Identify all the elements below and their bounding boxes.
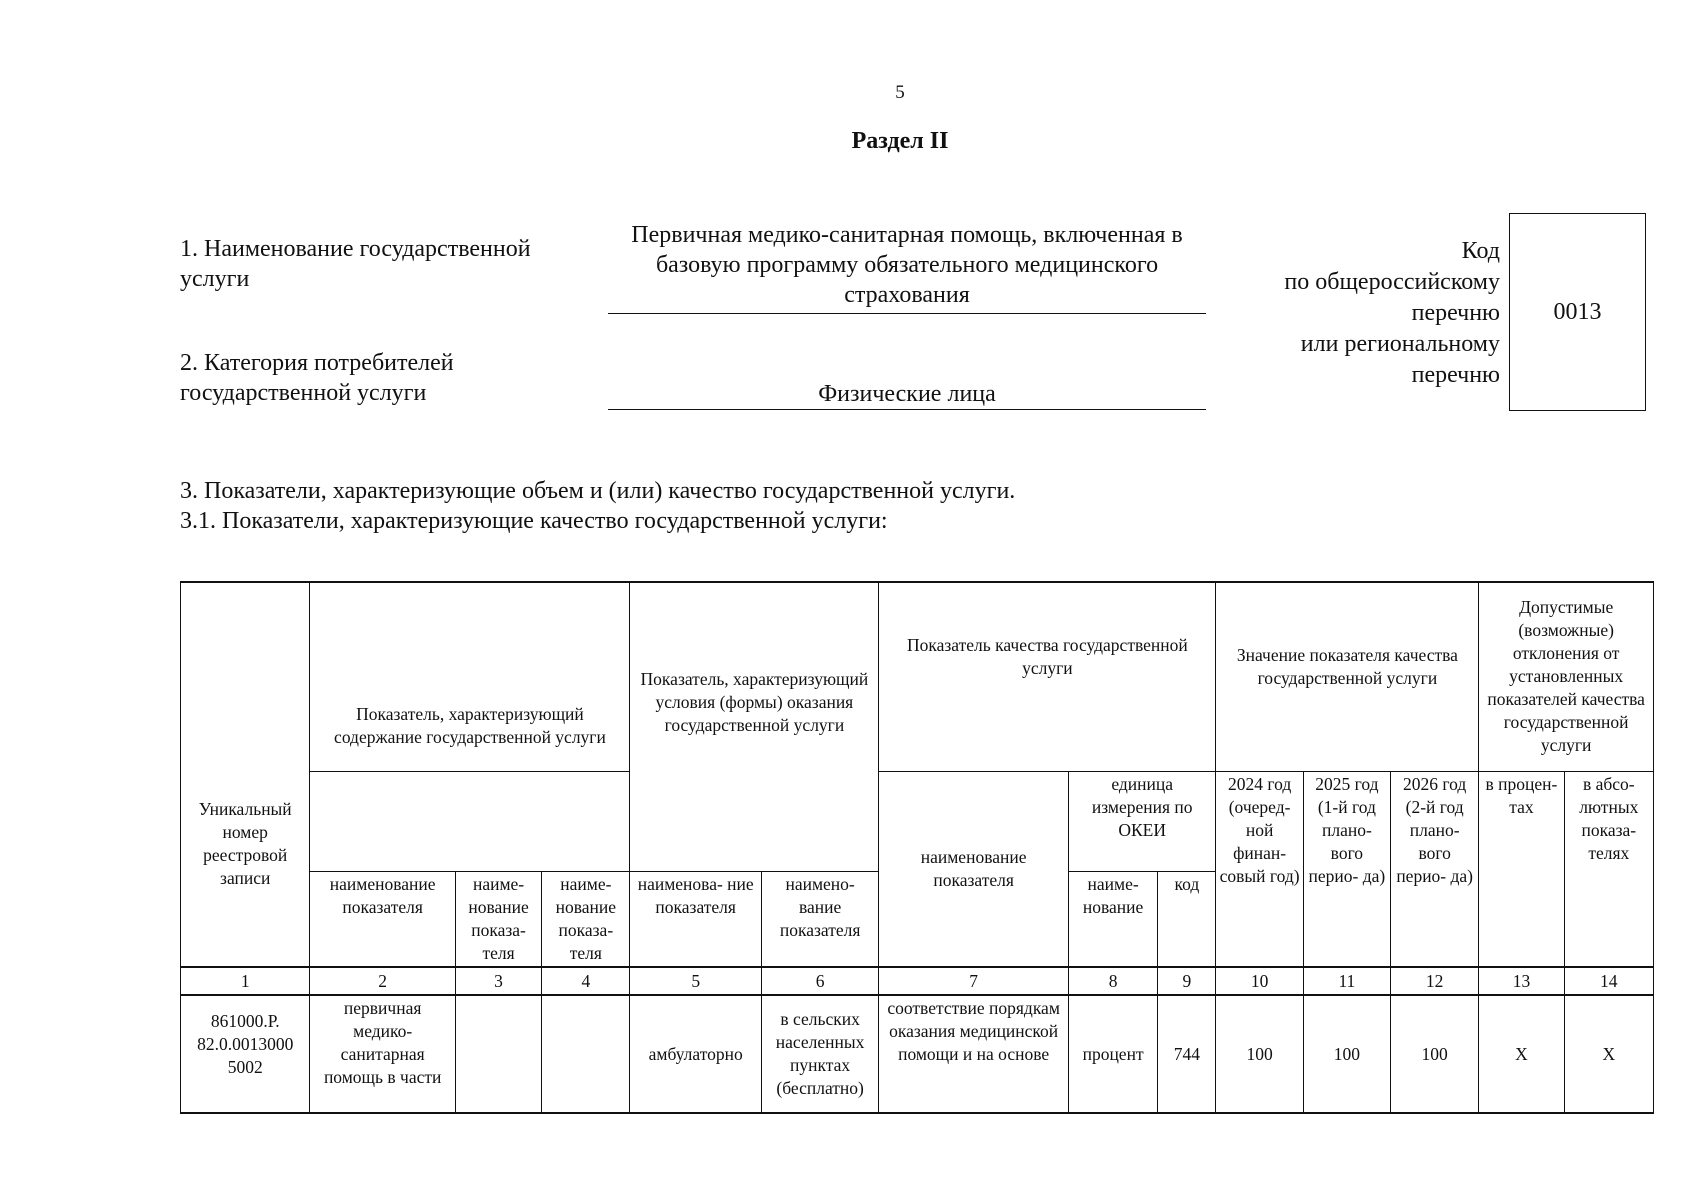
cell-value-2026: 100 xyxy=(1391,995,1479,1113)
quality-indicators-table xyxy=(180,581,1654,1114)
consumers-label: 2. Категория потребителей государственной услуги xyxy=(180,350,454,406)
consumers-underline xyxy=(608,409,1206,410)
header-in-percent: в процен- тах xyxy=(1479,771,1564,967)
header-indicator-name-6: наимено- вание показателя xyxy=(761,871,878,967)
header-indicator-name-7: наименование показателя xyxy=(879,771,1069,967)
cell-content-name: первичная медико- санитарная помощь в части xyxy=(310,995,455,1113)
cell-unit-name: процент xyxy=(1068,995,1157,1113)
code-label-line: или региональному xyxy=(1300,331,1500,357)
header-year-2026: 2026 год (2-й год плано- вого перио- да) xyxy=(1391,771,1479,967)
code-label xyxy=(1200,236,1500,391)
header-quality-indicator: Показатель качества государственной услуги xyxy=(879,582,1216,771)
paragraph-3: 3. Показатели, характеризующие объем и (или) качество государственной услуги. xyxy=(180,478,1016,504)
column-number: 1 xyxy=(181,967,310,995)
code-value: 0013 xyxy=(1553,298,1602,325)
code-label-line: Код xyxy=(1461,238,1500,264)
page-number: 5 xyxy=(895,82,905,103)
cell-registry-number: 861000.Р. 82.0.0013000 5002 xyxy=(181,995,310,1113)
column-number: 3 xyxy=(455,967,541,995)
cell-condition: в сельских населенных пунктах (бесплатно) xyxy=(761,995,878,1113)
header-unit-okei: единица измерения по ОКЕИ xyxy=(1068,771,1216,871)
column-number: 9 xyxy=(1158,967,1216,995)
header-unit-name: наиме- нование xyxy=(1068,871,1157,967)
header-quality-value: Значение показателя качества государственной услуги xyxy=(1216,582,1479,771)
service-name-underline xyxy=(608,313,1206,314)
cell-empty xyxy=(455,995,541,1113)
column-number: 14 xyxy=(1564,967,1653,995)
cell-empty xyxy=(542,995,630,1113)
column-number: 5 xyxy=(630,967,761,995)
code-label-line: перечню xyxy=(1411,362,1500,388)
cell-value-2024: 100 xyxy=(1216,995,1303,1113)
header-unique-number: Уникальный номер реестровой записи xyxy=(181,582,310,967)
header-in-absolute: в абсо- лютных показа- телях xyxy=(1564,771,1653,967)
column-number: 6 xyxy=(761,967,878,995)
code-label-line: по общероссийскому xyxy=(1284,269,1500,295)
cell-unit-code: 744 xyxy=(1158,995,1216,1113)
column-number: 10 xyxy=(1216,967,1303,995)
column-number: 13 xyxy=(1479,967,1564,995)
cell-deviation-absolute: Х xyxy=(1564,995,1653,1113)
column-number: 11 xyxy=(1303,967,1390,995)
header-unit-code: код xyxy=(1158,871,1216,967)
header-indicator-name-5: наименова- ние показателя xyxy=(630,871,761,967)
column-number: 12 xyxy=(1391,967,1479,995)
column-number: 4 xyxy=(542,967,630,995)
header-deviations: Допустимые (возможные) отклонения от установленных показателей качества государственной услуги xyxy=(1479,582,1654,771)
cell-deviation-percent: Х xyxy=(1479,995,1564,1113)
code-box xyxy=(1509,213,1646,411)
service-name-label: 1. Наименование государственной услуги xyxy=(180,236,531,292)
cell-quality-indicator: соответствие порядкам оказания медицинской помощи и на основе xyxy=(879,995,1069,1113)
column-number: 8 xyxy=(1068,967,1157,995)
service-name-value: Первичная медико-санитарная помощь, включенная в базовую программу обязательного медицинского страхования xyxy=(631,222,1183,308)
header-indicator-name-4: наиме- нование показа- теля xyxy=(542,871,630,967)
header-content-indicator: Показатель, характеризующий содержание государственной услуги xyxy=(310,582,630,771)
content-indicator-spacer xyxy=(310,771,630,871)
cell-form: амбулаторно xyxy=(630,995,761,1113)
header-indicator-name-3: наиме- нование показа- теля xyxy=(455,871,541,967)
section-title: Раздел II xyxy=(851,128,949,154)
paragraph-3-1: 3.1. Показатели, характеризующие качество государственной услуги: xyxy=(180,508,888,534)
table-row xyxy=(181,995,1654,1113)
cell-value-2025: 100 xyxy=(1303,995,1390,1113)
header-indicator-name-2: наименование показателя xyxy=(310,871,455,967)
consumers-value: Физические лица xyxy=(818,381,996,407)
header-conditions-indicator: Показатель, характеризующий условия (формы) оказания государственной услуги xyxy=(630,582,879,871)
column-number: 7 xyxy=(879,967,1069,995)
column-number: 2 xyxy=(310,967,455,995)
code-label-line: перечню xyxy=(1411,300,1500,326)
header-year-2024: 2024 год (очеред- ной финан- совый год) xyxy=(1216,771,1303,967)
header-year-2025: 2025 год (1-й год плано- вого перио- да) xyxy=(1303,771,1390,967)
